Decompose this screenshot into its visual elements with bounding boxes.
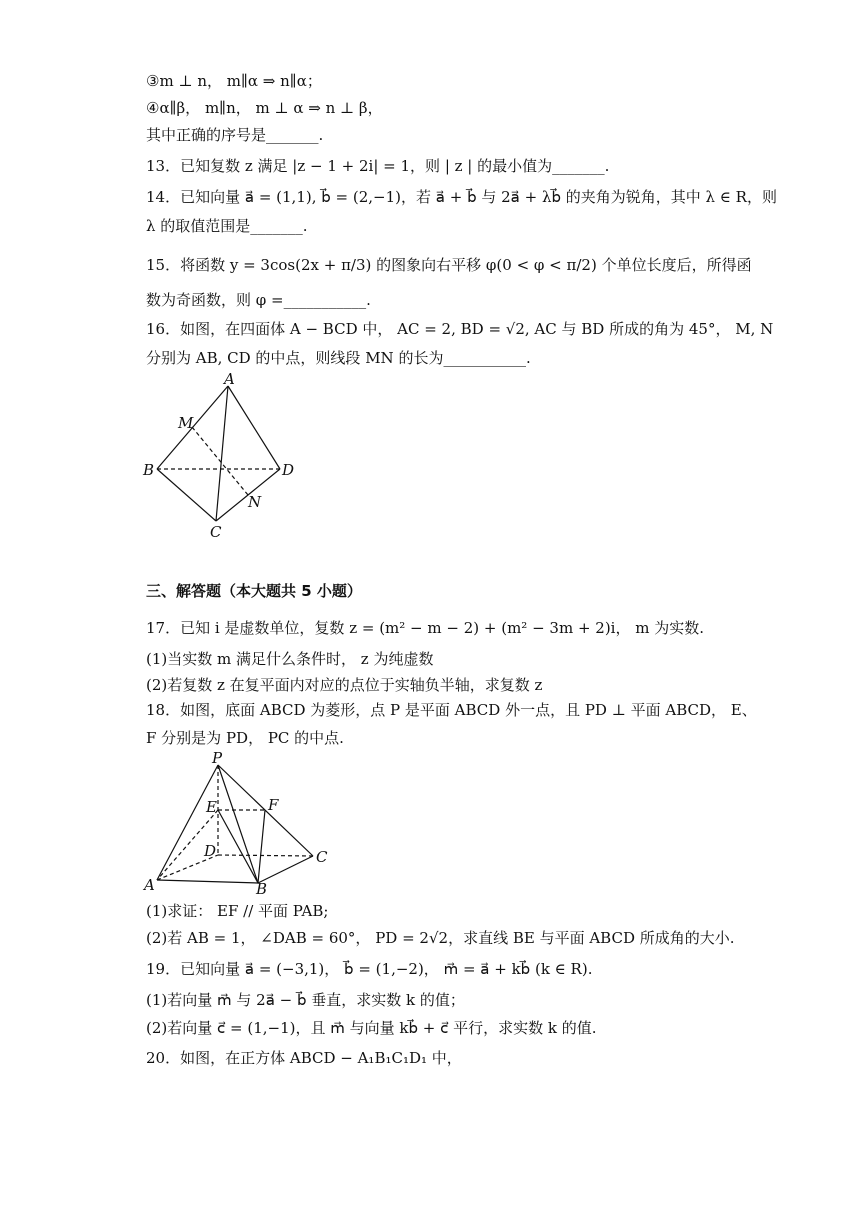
edge-bc (157, 469, 216, 521)
question-19-part-1: (1)若向量 m⃗ 与 2a⃗ − b⃗ 垂直，求实数 k 的值； (146, 991, 465, 1009)
label-c: C (316, 848, 328, 866)
label-f: F (268, 796, 279, 814)
question-15-line-2: 数为奇函数，则 φ =___________. (146, 291, 371, 309)
label-e: E (206, 798, 217, 816)
question-16-line-1: 16．如图，在四面体 A − BCD 中， AC = 2, BD = √2, AC 与 BD 所成的角为 45°， M, N (146, 320, 774, 338)
segment-fb (258, 810, 265, 883)
question-18-line-1: 18．如图，底面 ABCD 为菱形，点 P 是平面 ABCD 外一点，且 PD ⊥ 平面 ABCD， E、 (146, 701, 757, 719)
label-d: D (204, 842, 217, 860)
question-18-line-2: F 分别是为 PD， PC 的中点. (146, 729, 344, 747)
question-16-line-2: 分别为 AB, CD 的中点，则线段 MN 的长为___________. (146, 349, 531, 367)
label-a: A (144, 876, 155, 894)
edge-dc-hidden (218, 855, 313, 856)
question-19: 19．已知向量 a⃗ = (−3,1)， b⃗ = (1,−2)， m⃗ = a⃗ + kb⃗ (k ∈ R). (146, 960, 593, 978)
question-20: 20．如图，在正方体 ABCD − A₁B₁C₁D₁ 中， (146, 1049, 462, 1067)
tetrahedron-figure (140, 370, 310, 545)
segment-mn (192, 427, 248, 495)
question-17: 17．已知 i 是虚数单位，复数 z = (m² − m − 2) + (m² − 3m + 2)i， m 为实数. (146, 619, 705, 637)
label-b: B (143, 461, 155, 479)
label-d: D (282, 461, 295, 479)
question-14-line-2: λ 的取值范围是_______. (146, 217, 308, 235)
question-15-line-1: 15．将函数 y = 3cos(2x + π/3) 的图象向右平移 φ(0 < φ < π/2) 个单位长度后，所得函 (146, 256, 752, 274)
question-17-part-2: (2)若复数 z 在复平面内对应的点位于实轴负半轴，求复数 z (146, 676, 543, 694)
label-b: B (256, 880, 268, 895)
label-n: N (248, 493, 262, 511)
edge-ac (216, 386, 228, 521)
label-m: M (178, 414, 194, 432)
edge-ab (157, 880, 258, 883)
statement-4: ④α∥β， m∥n， m ⊥ α ⇒ n ⊥ β， (146, 99, 383, 117)
question-13: 13．已知复数 z 满足 |z − 1 + 2i| = 1，则 | z | 的最小值为_______. (146, 157, 610, 175)
question-18-part-2: (2)若 AB = 1， ∠DAB = 60°， PD = 2√2，求直线 BE 与平面 ABCD 所成角的大小. (146, 929, 735, 947)
statement-3: ③m ⊥ n， m∥α ⇒ n∥α； (146, 72, 322, 90)
question-17-part-1: (1)当实数 m 满足什么条件时， z 为纯虚数 (146, 650, 434, 668)
question-14-line-1: 14．已知向量 a⃗ = (1,1), b⃗ = (2,−1)，若 a⃗ + b⃗ 与 2a⃗ + λb⃗ 的夹角为锐角，其中 λ ∈ R，则 (146, 188, 777, 206)
section-3-heading: 三、解答题（本大题共 5 小题） (146, 582, 362, 600)
edge-bc (258, 856, 313, 883)
edge-pb (218, 765, 258, 883)
label-c: C (210, 523, 222, 541)
question-18-part-1: (1)求证： EF // 平面 PAB; (146, 902, 329, 920)
label-p: P (212, 750, 223, 767)
question-19-part-2: (2)若向量 c⃗ = (1,−1)，且 m⃗ 与向量 kb⃗ + c⃗ 平行，求实数 k 的值. (146, 1019, 597, 1037)
pyramid-figure (140, 750, 340, 895)
segment-eb (218, 810, 258, 883)
edge-ad (228, 386, 280, 469)
question-12-answer-line: 其中正确的序号是_______. (146, 126, 324, 144)
edge-pa (157, 765, 218, 880)
label-a: A (224, 370, 235, 388)
